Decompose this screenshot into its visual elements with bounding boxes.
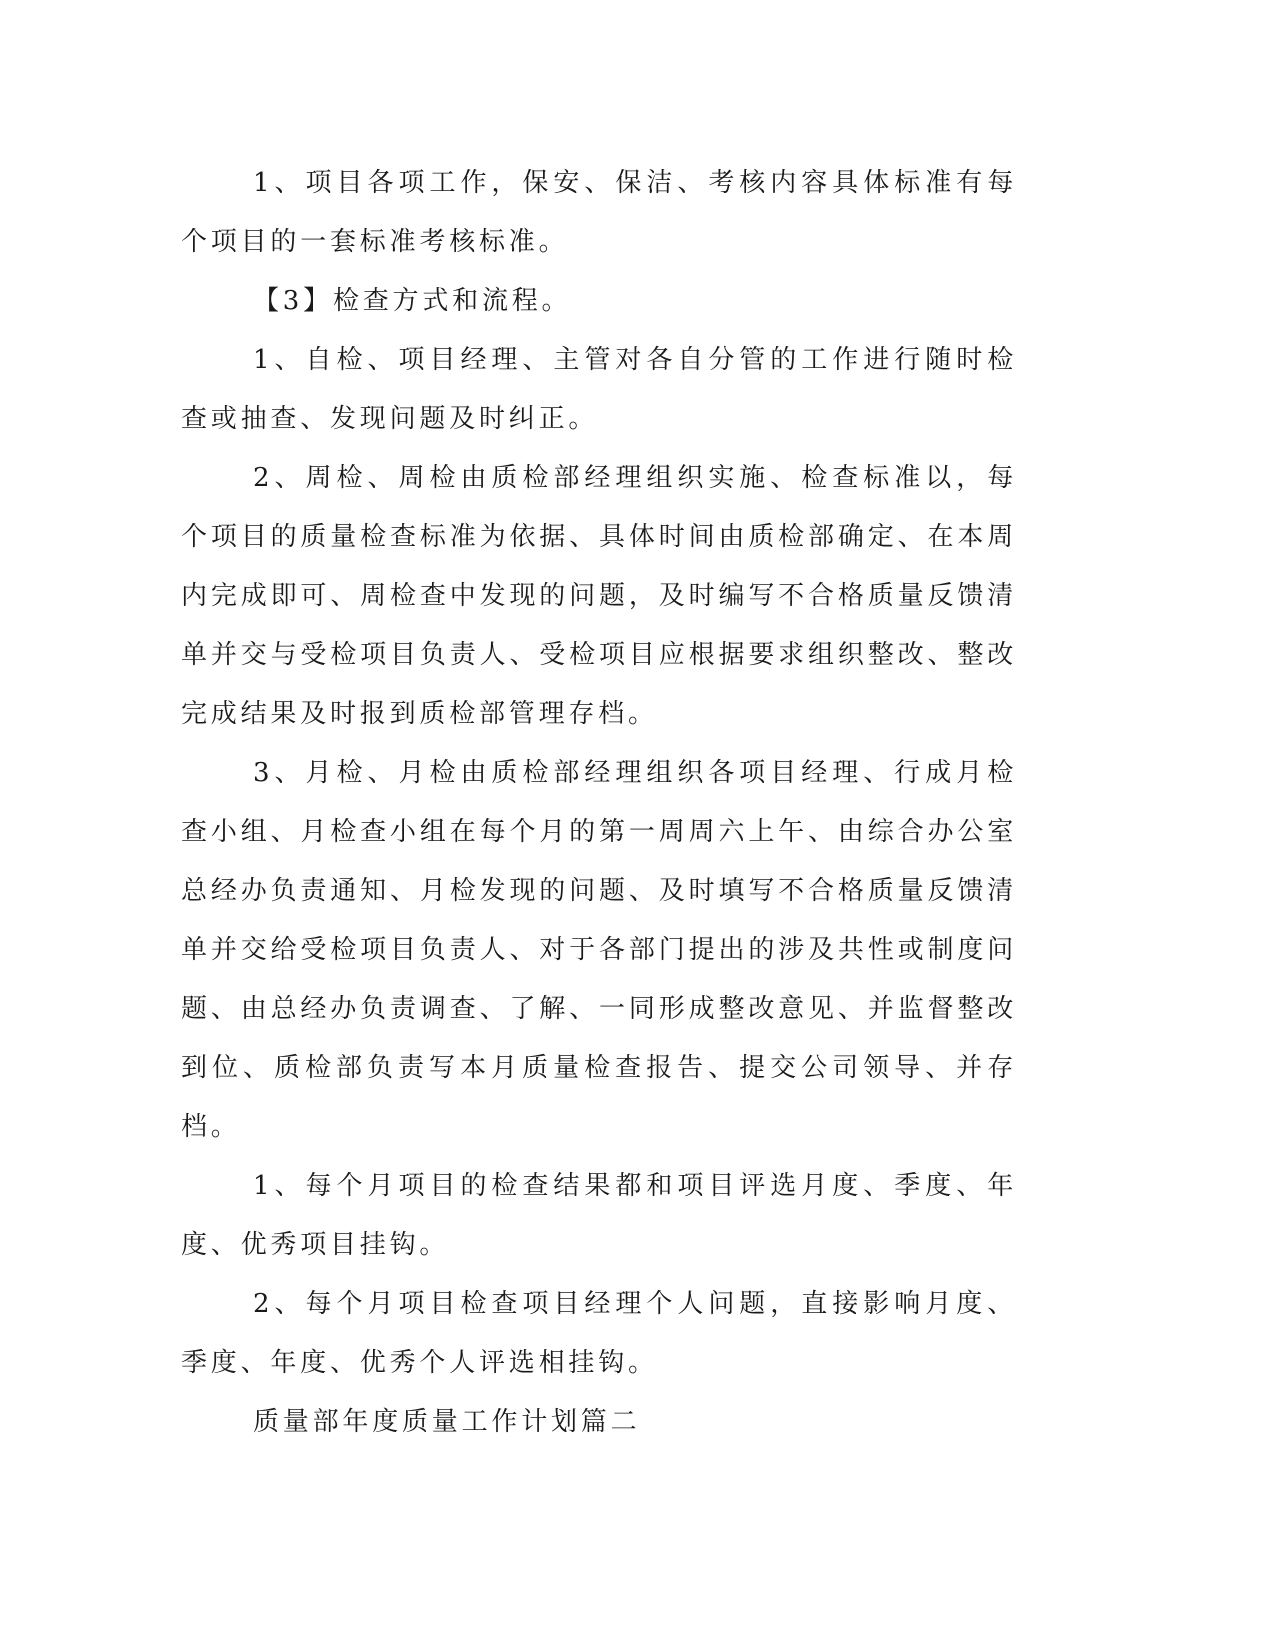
paragraph-6: 1、每个月项目的检查结果都和项目评选月度、季度、年度、优秀项目挂钩。 <box>181 1171 1017 1260</box>
paragraph-7: 2、每个月项目检查项目经理个人问题，直接影响月度、季度、年度、优秀个人评选相挂钩。 <box>181 1289 1017 1378</box>
paragraph-2-section-heading: 【3】检查方式和流程。 <box>253 286 572 316</box>
paragraph-3: 1、自检、项目经理、主管对各自分管的工作进行随时检查或抽查、发现问题及时纠正。 <box>181 345 1017 434</box>
paragraph-8-title: 质量部年度质量工作计划篇二 <box>253 1407 641 1437</box>
paragraph-5: 3、月检、月检由质检部经理组织各项目经理、行成月检查小组、月检查小组在每个月的第一周周六上午、由综合办公室总经办负责通知、月检发现的问题、及时填写不合格质量反馈清单并交给受检项目负责人、对于各部门提出的涉及共性或制度问题、由总经办负责调查、了解、一同形成整改意见、并监督整改到位、质检部负责写本月质量检查报告、提交公司领导、并存档。 <box>181 758 1017 1142</box>
paragraph-1: 1、项目各项工作，保安、保洁、考核内容具体标准有每个项目的一套标准考核标准。 <box>181 168 1017 257</box>
document-body <box>181 154 1017 1452</box>
paragraph-4: 2、周检、周检由质检部经理组织实施、检查标准以，每个项目的质量检查标准为依据、具体时间由质检部确定、在本周内完成即可、周检查中发现的问题，及时编写不合格质量反馈清单并交与受检项目负责人、受检项目应根据要求组织整改、整改完成结果及时报到质检部管理存档。 <box>181 463 1017 729</box>
